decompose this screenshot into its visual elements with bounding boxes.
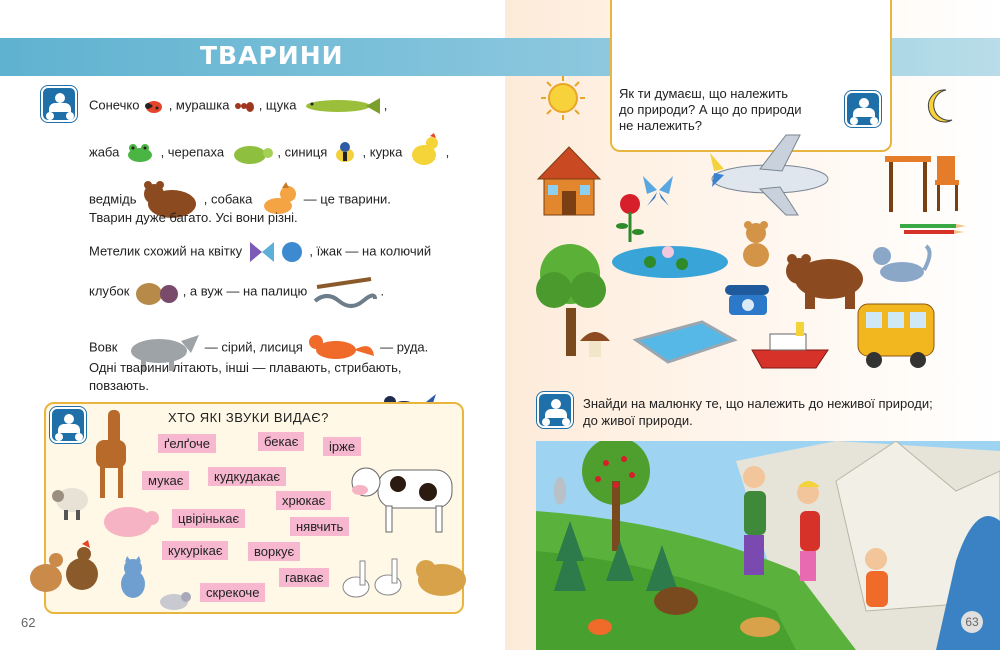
house-icon xyxy=(536,143,602,219)
ant-icon xyxy=(233,97,255,115)
cat-icon xyxy=(116,556,150,600)
text-murashka: , мурашка xyxy=(168,97,230,113)
grey-cat-icon xyxy=(868,242,934,290)
text-line-2: жаба , черепаха , синиця , курка , xyxy=(89,133,449,173)
nature-scene-illustration xyxy=(536,441,1000,650)
sound-tag: скрекоче xyxy=(200,583,265,602)
turtle-icon xyxy=(228,141,274,165)
task-group-icon-3 xyxy=(845,91,881,127)
task2-line-2: до живої природи. xyxy=(583,413,693,428)
sound-tag: кукурікає xyxy=(162,541,228,560)
text-line-9: повзають. xyxy=(89,378,150,393)
geese-icon xyxy=(338,555,408,605)
text-line-3: ведмідь , собака — це тварини. xyxy=(89,180,391,220)
moon-icon xyxy=(922,86,960,126)
page-title: ТВАРИНИ xyxy=(200,41,344,70)
task-group-icon-4 xyxy=(537,392,573,428)
text-line-4: Тварин дуже багато. Усі вони різні. xyxy=(89,210,298,225)
tit-bird-icon xyxy=(331,140,359,166)
frog-icon xyxy=(123,141,157,165)
scene-drawing xyxy=(536,441,1000,650)
pencils-icon xyxy=(896,220,968,240)
sound-tag: кудкудакає xyxy=(208,467,286,486)
sound-tag: гавкає xyxy=(279,568,329,587)
text-line-8: Одні тварини літають, інші — плавають, стрибають, xyxy=(89,360,402,375)
sun-icon xyxy=(537,74,589,122)
rooster-hen-icon xyxy=(26,540,102,600)
task-group-icon-2 xyxy=(50,407,86,443)
hen-icon xyxy=(406,133,442,173)
sound-tag: цвірінькає xyxy=(172,509,245,528)
shaggy-dog-icon xyxy=(414,554,470,600)
text-line-5: Метелик схожий на квітку , їжак — на колючий xyxy=(89,238,431,266)
pond-icon xyxy=(610,242,730,280)
text-shchuka: , щука xyxy=(258,97,297,113)
school-bus-icon xyxy=(850,294,940,374)
teddy-bear-icon xyxy=(737,219,775,269)
sound-tag: хрюкає xyxy=(276,491,331,510)
sound-tag: нявчить xyxy=(290,517,349,536)
question-line-2: до природи? А що до природи xyxy=(619,102,802,117)
pigeon-icon xyxy=(152,588,196,614)
text-line-7: Вовк — сірий, лисиця — руда. xyxy=(89,323,428,373)
question-line-1: Як ти думаєш, що належить xyxy=(619,86,789,101)
page-number-right: 63 xyxy=(961,611,983,633)
sound-tag: ірже xyxy=(323,437,361,456)
sounds-box-title: ХТО ЯКІ ЗВУКИ ВИДАЄ? xyxy=(168,410,329,425)
hedgehog-ball-icon xyxy=(133,276,179,308)
task2-line-1: Знайди на малюнку те, що належить до неживої природи; xyxy=(583,396,933,411)
butterfly-icon xyxy=(641,172,675,210)
telephone-icon xyxy=(721,279,773,319)
text-line-6: клубок , а вуж — на палицю . xyxy=(89,275,384,309)
sound-tag: мукає xyxy=(142,471,189,490)
mushroom-icon xyxy=(578,325,612,359)
boat-icon xyxy=(748,318,832,374)
text-line-1: Сонечко , мурашка , щука , xyxy=(89,95,387,117)
pig-icon xyxy=(98,500,162,544)
desk-chair-icon xyxy=(883,152,963,216)
sound-tag: ґелґоче xyxy=(158,434,216,453)
ladybug-icon xyxy=(143,98,165,114)
sheep-icon xyxy=(50,482,90,522)
horse-icon xyxy=(88,404,136,502)
swimming-pool-icon xyxy=(626,318,742,366)
question-line-3: не належить? xyxy=(619,118,703,133)
pike-icon xyxy=(300,95,380,117)
text-sonechko: Сонечко xyxy=(89,97,140,113)
sound-tag: бекає xyxy=(258,432,304,451)
snake-stick-icon xyxy=(311,275,377,309)
airplane-icon xyxy=(704,131,830,217)
page-number-left: 62 xyxy=(21,615,36,630)
butterfly-flower-icon xyxy=(246,238,306,266)
sound-tag: воркує xyxy=(248,542,300,561)
cow-icon xyxy=(348,462,458,534)
task-group-icon xyxy=(41,86,77,122)
